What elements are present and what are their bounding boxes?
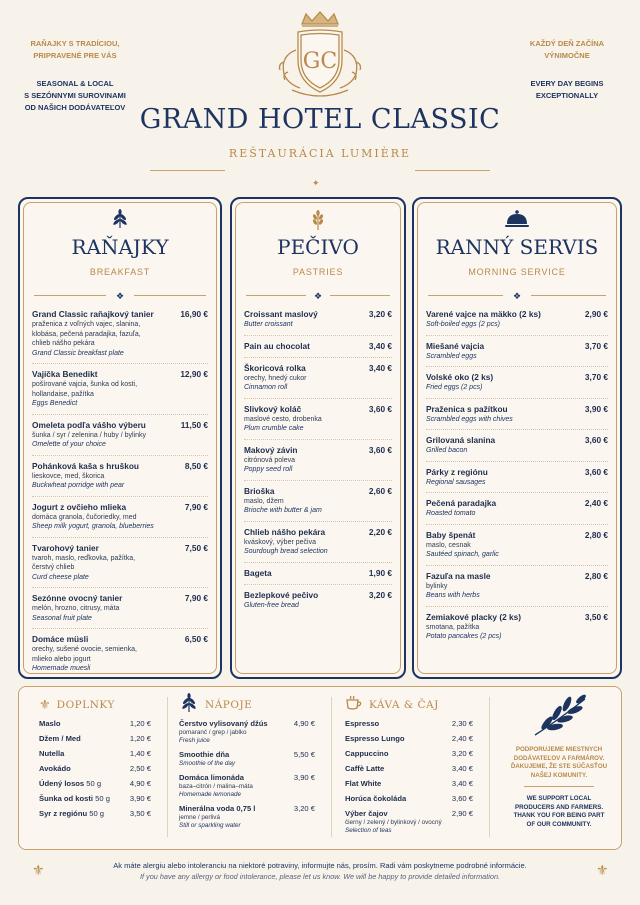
item-separator xyxy=(244,480,392,481)
menu-item-name: Makový závin xyxy=(244,444,298,455)
tagline-line: EXCEPTIONALLY xyxy=(535,91,599,100)
menu-item-description: hollandaise, pažítka xyxy=(32,390,94,398)
community-support-note xyxy=(503,693,615,829)
menu-item-english: Potato pancakes (2 pcs) xyxy=(426,633,502,640)
menu-item-price: 3,20 € xyxy=(368,589,392,600)
menu-item-description: orechy, sušené ovocie, semienka, xyxy=(32,646,137,653)
item-separator xyxy=(426,524,608,525)
menu-item-name: Caffè Latte xyxy=(345,764,385,773)
menu-item-name: Škoricová rolka xyxy=(244,362,306,373)
menu-item-list xyxy=(426,309,608,642)
menu-item-price: 7,90 € xyxy=(184,593,208,603)
menu-item-description: smotana, pažítka xyxy=(426,623,480,631)
menu-item xyxy=(345,734,473,744)
menu-item-price: 8,50 € xyxy=(184,460,208,471)
menu-item xyxy=(32,309,208,358)
menu-item-name: Croissant maslový xyxy=(244,309,318,319)
item-separator xyxy=(32,537,208,538)
section-title: RANNÝ SERVIS xyxy=(435,235,599,259)
crest-monogram: GC xyxy=(302,49,338,74)
section-title: RAŇAJKY xyxy=(71,235,169,259)
menu-item-name: Fazuľa na masle xyxy=(426,570,491,581)
menu-item-english: Fresh juice xyxy=(179,737,210,744)
menu-item-english: Soft-boiled eggs (2 pcs) xyxy=(426,321,500,328)
menu-item-english: Beans with herbs xyxy=(426,592,480,599)
tagline-line: EVERY DAY BEGINS xyxy=(530,79,604,88)
support-text-en xyxy=(503,795,615,829)
restaurant-name: REŠTAURÁCIA LUMIÈRE xyxy=(228,147,412,160)
item-separator xyxy=(32,628,208,629)
menu-item-english: Butter croissant xyxy=(244,321,293,328)
menu-item-name: Varené vajce na mäkko (2 ks) xyxy=(426,309,541,319)
menu-item xyxy=(39,809,151,819)
menu-item xyxy=(179,804,315,830)
menu-item-name: Volské oko (2 ks) xyxy=(426,372,494,382)
item-separator xyxy=(244,584,392,585)
menu-item-english: Scrambled eggs xyxy=(426,352,477,360)
divider-line xyxy=(150,170,225,171)
allergy-notice-en: If you have any allergy or food intolerance, please let us know. We will be happy to provide detailed information. xyxy=(139,872,501,881)
menu-item-english: Grand Classic breakfast plate xyxy=(32,349,124,357)
column-title: NÁPOJE xyxy=(205,699,253,711)
item-separator xyxy=(32,414,208,415)
menu-item-description: maslo, cesnak xyxy=(426,541,471,549)
item-separator xyxy=(244,439,392,440)
fleur-de-lis-icon: ⚜ xyxy=(32,862,45,878)
menu-item-price: 16,90 € xyxy=(180,309,208,319)
menu-item xyxy=(244,486,392,516)
item-separator xyxy=(32,587,208,588)
menu-item-name: Praženica s pažítkou xyxy=(426,403,508,414)
menu-item-name: Sezónne ovocný tanier xyxy=(32,593,123,603)
menu-item-name: Pečená paradajka xyxy=(426,498,497,508)
pastries-panel xyxy=(230,197,406,679)
menu-item xyxy=(32,461,208,491)
menu-item-name: Pain au chocolat xyxy=(244,340,310,351)
menu-item-english: Eggs Benedict xyxy=(32,400,78,407)
menu-item-price: 3,40 € xyxy=(368,340,392,351)
menu-item-price: 3,20 € xyxy=(451,749,473,758)
menu-item-price: 3,50 € xyxy=(129,809,151,818)
menu-item-english: Selection of teas xyxy=(345,827,392,834)
menu-item-english: Roasted tomato xyxy=(426,510,476,517)
section-subtitle: PASTRIES xyxy=(292,267,344,277)
column-divider xyxy=(489,697,490,837)
item-separator xyxy=(426,606,608,607)
menu-item xyxy=(32,420,208,450)
menu-item-price: 1,40 € xyxy=(129,749,151,758)
menu-item-price: 2,90 € xyxy=(451,809,473,818)
menu-item-name: Smoothie dňa xyxy=(179,750,230,759)
menu-item-description: jemne / perlivá xyxy=(179,814,220,821)
hotel-crest-logo xyxy=(262,10,378,98)
menu-item-name: Syr z regiónu 50 g xyxy=(39,809,105,818)
menu-item-description: orechy, hnedý cukor xyxy=(244,374,307,382)
fleur-de-lis-icon: ⚜ xyxy=(596,862,609,878)
section-title: PEČIVO xyxy=(277,235,359,259)
menu-item xyxy=(426,530,608,560)
menu-item xyxy=(426,309,608,330)
menu-item-price: 3,40 € xyxy=(368,362,392,373)
fleur-de-lis-icon: ⚜ xyxy=(39,697,51,712)
menu-item xyxy=(426,372,608,393)
menu-item-price: 2,40 € xyxy=(584,498,608,508)
hotel-name: GRAND HOTEL CLASSIC xyxy=(139,104,501,135)
menu-item-name: Omeleta podľa vášho výberu xyxy=(32,419,146,430)
column-title: KÁVA & ČAJ xyxy=(369,699,439,711)
menu-item-price: 3,70 € xyxy=(584,340,608,351)
leaf-sprig-icon xyxy=(179,693,199,718)
menu-item xyxy=(426,404,608,425)
menu-item-description: bylinky xyxy=(426,582,448,590)
tagline-every-day xyxy=(512,38,622,62)
menu-item-price: 2,20 € xyxy=(368,526,392,537)
menu-item-price: 4,90 € xyxy=(129,779,151,788)
support-line: DODÁVATEĽOV A FARMÁROV. xyxy=(513,754,605,762)
menu-item xyxy=(179,719,315,745)
support-line: ĎAKUJEME, ŽE STE SÚČASŤOU xyxy=(510,763,608,770)
support-line: NAŠEJ KOMUNITY. xyxy=(530,771,588,779)
menu-item-description: chlieb nášho pekára xyxy=(32,340,95,347)
menu-item-name: Domáce müsli xyxy=(32,634,89,644)
menu-item-name: Chlieb nášho pekára xyxy=(244,526,326,537)
menu-item-english: Plum crumble cake xyxy=(244,425,304,432)
menu-item-price: 3,50 € xyxy=(584,611,608,622)
support-line: OF OUR COMMUNITY. xyxy=(526,820,592,828)
menu-item xyxy=(345,719,473,729)
menu-item-english: Gluten-free bread xyxy=(244,601,299,609)
menu-item xyxy=(244,404,392,434)
menu-item-english: Curd cheese plate xyxy=(32,573,89,581)
menu-item-price: 3,90 € xyxy=(129,794,151,803)
support-line: PODPORUJEME MIESTNYCH xyxy=(515,746,603,753)
menu-item-price: 5,50 € xyxy=(293,750,315,759)
item-separator xyxy=(32,455,208,456)
menu-item-english: Fried eggs (2 pcs) xyxy=(426,384,483,391)
menu-item-price: 3,60 € xyxy=(451,794,473,803)
leaf-sprig-icon xyxy=(110,209,130,234)
menu-item-name: Pohánková kaša s hruškou xyxy=(32,460,139,471)
menu-item xyxy=(426,571,608,601)
item-separator xyxy=(426,461,608,462)
menu-item-name: Brioška xyxy=(244,485,275,496)
menu-item-description: čierny / zelený / bylinkový / ovocný xyxy=(345,819,442,826)
menu-item-price: 2,30 € xyxy=(451,719,473,728)
column-header xyxy=(179,695,315,715)
menu-item-description: lieskovce, med, škorica xyxy=(32,472,105,480)
menu-item-description: šunka / syr / zelenina / huby / bylinky xyxy=(32,431,146,439)
section-divider: ❖ xyxy=(34,291,206,301)
menu-item xyxy=(426,467,608,488)
menu-item-description: maslové cesto, drobenka xyxy=(244,415,322,423)
menu-item-price: 2,40 € xyxy=(451,734,473,743)
tagline-line: OD NAŠICH DODÁVATEĽOV xyxy=(24,103,126,112)
menu-item-name: Šunka od kosti 50 g xyxy=(39,794,110,803)
menu-item xyxy=(345,779,473,789)
menu-item-price: 4,90 € xyxy=(293,719,315,728)
menu-item-name: Flat White xyxy=(345,779,382,788)
item-separator xyxy=(244,521,392,522)
menu-item-name: Espresso xyxy=(345,719,380,728)
menu-item-price: 12,90 € xyxy=(180,369,208,379)
section-divider: ❖ xyxy=(246,291,390,301)
menu-item xyxy=(32,543,208,583)
menu-item-quantity: 50 g xyxy=(86,779,102,788)
column-divider xyxy=(167,697,168,837)
item-separator xyxy=(244,562,392,563)
item-separator xyxy=(244,335,392,336)
menu-item-price: 6,50 € xyxy=(184,634,208,644)
menu-item-name: Slivkový koláč xyxy=(244,403,302,414)
menu-item-english: Seasonal fruit plate xyxy=(32,614,92,622)
item-separator xyxy=(426,429,608,430)
menu-item-price: 7,90 € xyxy=(184,501,208,512)
menu-item-description: domáca granola, čučoriedky, med xyxy=(32,513,137,521)
menu-item-description: pošírované vajcia, šunka od kosti, xyxy=(32,381,138,388)
menu-item-name: Bezlepkové pečivo xyxy=(244,589,319,600)
tagline-line: KAŽDÝ DEŇ ZAČÍNA xyxy=(529,39,605,48)
menu-item xyxy=(179,773,315,799)
column-title: DOPLNKY xyxy=(56,699,115,711)
menu-item xyxy=(345,749,473,759)
menu-item-quantity: 50 g xyxy=(95,794,110,803)
menu-item-english: Sautéed spinach, garlic xyxy=(426,551,499,558)
wheat-icon xyxy=(308,209,328,236)
menu-item-price: 3,90 € xyxy=(293,773,315,782)
menu-item-name: Minerálna voda 0,75 l xyxy=(179,804,256,813)
menu-item-name: Baby špenát xyxy=(426,529,476,540)
menu-item-name: Maslo xyxy=(39,719,61,728)
menu-item-list xyxy=(244,309,392,610)
menu-item-name: Grand Classic raňajkový tanier xyxy=(32,309,154,319)
support-text-sk xyxy=(503,746,615,780)
menu-item-price: 7,50 € xyxy=(184,542,208,553)
item-separator xyxy=(244,357,392,358)
tagline-traditional xyxy=(20,38,130,62)
menu-item-name: Čerstvo vylisovaný džús xyxy=(179,719,268,728)
ornament-diamond-icon: ✦ xyxy=(312,178,320,188)
item-separator xyxy=(426,366,608,367)
menu-item-name: Zemiakové placky (2 ks) xyxy=(426,611,522,622)
menu-item-english: Homemade muesli xyxy=(32,665,91,672)
menu-item-name: Nutella xyxy=(39,749,65,758)
menu-item xyxy=(32,369,208,409)
menu-item-description: mlieko alebo jogurt xyxy=(32,655,91,663)
tagline-line: PRIPRAVENÉ PRE VÁS xyxy=(33,51,117,60)
menu-item xyxy=(39,764,151,774)
menu-item-name: Domáca limonáda xyxy=(179,773,244,782)
cloche-icon xyxy=(504,209,530,234)
menu-item-name: Grilovaná slanina xyxy=(426,435,496,445)
menu-item-english: Homemade lemonade xyxy=(179,791,241,798)
menu-item-description: citrónová poleva xyxy=(244,456,295,464)
menu-item-price: 3,40 € xyxy=(451,779,473,788)
menu-item-list xyxy=(32,309,208,674)
menu-item xyxy=(244,527,392,557)
menu-item-price: 3,60 € xyxy=(584,435,608,445)
menu-item-english: Sheep milk yogurt, granola, blueberries xyxy=(32,523,154,530)
menu-item-description: čerstvý chlieb xyxy=(32,564,75,571)
extras-column xyxy=(39,695,151,824)
menu-item xyxy=(426,341,608,362)
tagline-line: RAŇAJKY S TRADÍCIOU, xyxy=(30,39,120,48)
menu-item xyxy=(426,612,608,642)
allergy-notice xyxy=(60,860,580,882)
column-header xyxy=(345,695,473,715)
menu-item-english: Sourdough bread selection xyxy=(244,548,328,555)
menu-item-name: Cappuccino xyxy=(345,749,389,758)
breakfast-panel xyxy=(18,197,222,679)
menu-item-description: kváskový, výber pečiva xyxy=(244,538,316,546)
menu-item xyxy=(32,634,208,674)
menu-item-price: 2,50 € xyxy=(129,764,151,773)
menu-item-name: Džem / Med xyxy=(39,734,81,743)
menu-item-price: 2,90 € xyxy=(584,309,608,319)
tagline-line: S SEZÓNNYMI SUROVINAMI xyxy=(24,91,126,100)
item-separator xyxy=(426,565,608,566)
menu-item xyxy=(39,719,151,729)
menu-item xyxy=(426,498,608,519)
menu-item-price: 1,20 € xyxy=(129,734,151,743)
menu-item xyxy=(32,502,208,532)
coffee-cup-icon xyxy=(345,695,363,716)
item-separator xyxy=(32,363,208,364)
header-right-tagline xyxy=(512,38,622,102)
column-divider xyxy=(331,697,332,837)
menu-item xyxy=(244,590,392,611)
menu-item xyxy=(39,734,151,744)
item-separator xyxy=(426,398,608,399)
menu-item-english: Still or sparkling water xyxy=(179,822,241,829)
menu-item xyxy=(345,809,473,835)
menu-item-price: 2,80 € xyxy=(584,570,608,581)
menu-item xyxy=(244,363,392,393)
menu-item-name: Jogurt z ovčieho mlieka xyxy=(32,501,127,512)
menu-item-name: Párky z regiónu xyxy=(426,466,488,477)
section-subtitle: BREAKFAST xyxy=(89,267,151,277)
tagline-every-day-en xyxy=(512,78,622,102)
menu-item-english: Grilled bacon xyxy=(426,447,468,454)
divider-line xyxy=(415,170,490,171)
menu-item-english: Omelette of your choice xyxy=(32,441,106,448)
allergy-notice-sk: Ak máte alergiu alebo intoleranciu na niektoré potraviny, informujte nás, prosím. Radi vám poskytneme podrobné informácie. xyxy=(113,861,527,870)
tagline-line: VÝNIMOČNE xyxy=(544,51,590,60)
menu-item xyxy=(179,750,315,768)
morning-service-panel xyxy=(412,197,622,679)
menu-item-name: Výber čajov xyxy=(345,809,388,818)
menu-item xyxy=(39,779,151,789)
menu-item-price: 3,60 € xyxy=(368,444,392,455)
tagline-line: SEASONAL & LOCAL xyxy=(36,79,114,88)
menu-item-quantity: 50 g xyxy=(89,809,105,818)
menu-item-price: 3,70 € xyxy=(584,372,608,382)
menu-item-description: pomaranč / grep / jablko xyxy=(179,729,247,736)
item-separator xyxy=(426,335,608,336)
menu-item-price: 3,60 € xyxy=(368,403,392,414)
menu-item-price: 3,20 € xyxy=(368,309,392,319)
extras-drinks-box xyxy=(18,686,622,850)
menu-item-description: tvaroh, maslo, reďkovka, pažítka, xyxy=(32,554,136,562)
column-header xyxy=(39,695,151,715)
menu-item-english: Smoothie of the day xyxy=(179,760,236,767)
menu-item-price: 1,20 € xyxy=(129,719,151,728)
menu-item-name: Tvarohový tanier xyxy=(32,542,99,553)
menu-item-price: 11,50 € xyxy=(180,419,208,430)
olive-branch-icon xyxy=(527,693,591,739)
menu-item-description: baza–citrón / malina–máta xyxy=(179,783,253,790)
menu-item-name: Horúca čokoláda xyxy=(345,794,407,803)
menu-item xyxy=(244,309,392,330)
menu-item-english: Regional sausages xyxy=(426,478,486,486)
support-line: WE SUPPORT LOCAL xyxy=(526,795,592,802)
coffee-tea-column xyxy=(345,695,473,840)
support-line: THANK YOU FOR BEING PART xyxy=(513,812,605,819)
menu-item-name: Espresso Lungo xyxy=(345,734,405,743)
drinks-column xyxy=(179,695,315,835)
menu-item xyxy=(32,593,208,623)
menu-item xyxy=(39,749,151,759)
item-separator xyxy=(426,492,608,493)
item-separator xyxy=(244,398,392,399)
menu-item-name: Údený losos 50 g xyxy=(39,779,102,788)
menu-item-name: Avokádo xyxy=(39,764,71,773)
menu-item-price: 1,90 € xyxy=(368,567,392,578)
menu-item-name: Miešané vajcia xyxy=(426,340,485,351)
menu-item-price: 3,90 € xyxy=(584,403,608,414)
item-separator xyxy=(32,496,208,497)
menu-item-price: 2,60 € xyxy=(368,485,392,496)
menu-item-english: Scrambled eggs with chives xyxy=(426,415,513,423)
menu-item xyxy=(244,341,392,352)
section-divider: ❖ xyxy=(428,291,606,301)
menu-item-description: maslo, džem xyxy=(244,497,284,505)
menu-item-name: Vajíčka Benedikt xyxy=(32,369,98,379)
menu-item-price: 3,60 € xyxy=(584,466,608,477)
menu-item-price: 3,40 € xyxy=(451,764,473,773)
menu-item xyxy=(345,794,473,804)
menu-item xyxy=(244,445,392,475)
menu-item-name: Bageta xyxy=(244,567,272,578)
menu-item xyxy=(39,794,151,804)
menu-item xyxy=(345,764,473,774)
divider-line xyxy=(524,786,594,787)
menu-item xyxy=(426,435,608,456)
menu-item-description: praženica z voľných vajec, slanina, xyxy=(32,321,141,328)
menu-item-english: Poppy seed roll xyxy=(244,466,293,473)
menu-item-english: Cinnamon roll xyxy=(244,384,288,391)
section-subtitle: MORNING SERVICE xyxy=(468,267,566,277)
menu-item-description: melón, hrozno, citrusy, máta xyxy=(32,605,120,612)
menu-item-english: Brioche with butter & jam xyxy=(244,507,322,514)
support-line: PRODUCERS AND FARMERS. xyxy=(514,803,604,811)
menu-item-price: 3,20 € xyxy=(293,804,315,813)
menu-item-description: klobása, pečená paradajka, fazuľa, xyxy=(32,330,141,338)
menu-item-price: 2,80 € xyxy=(584,529,608,540)
tagline-seasonal xyxy=(20,78,130,114)
menu-item xyxy=(244,568,392,579)
menu-item-english: Buckwheat porridge with pear xyxy=(32,482,125,489)
header-left-tagline xyxy=(20,38,130,114)
